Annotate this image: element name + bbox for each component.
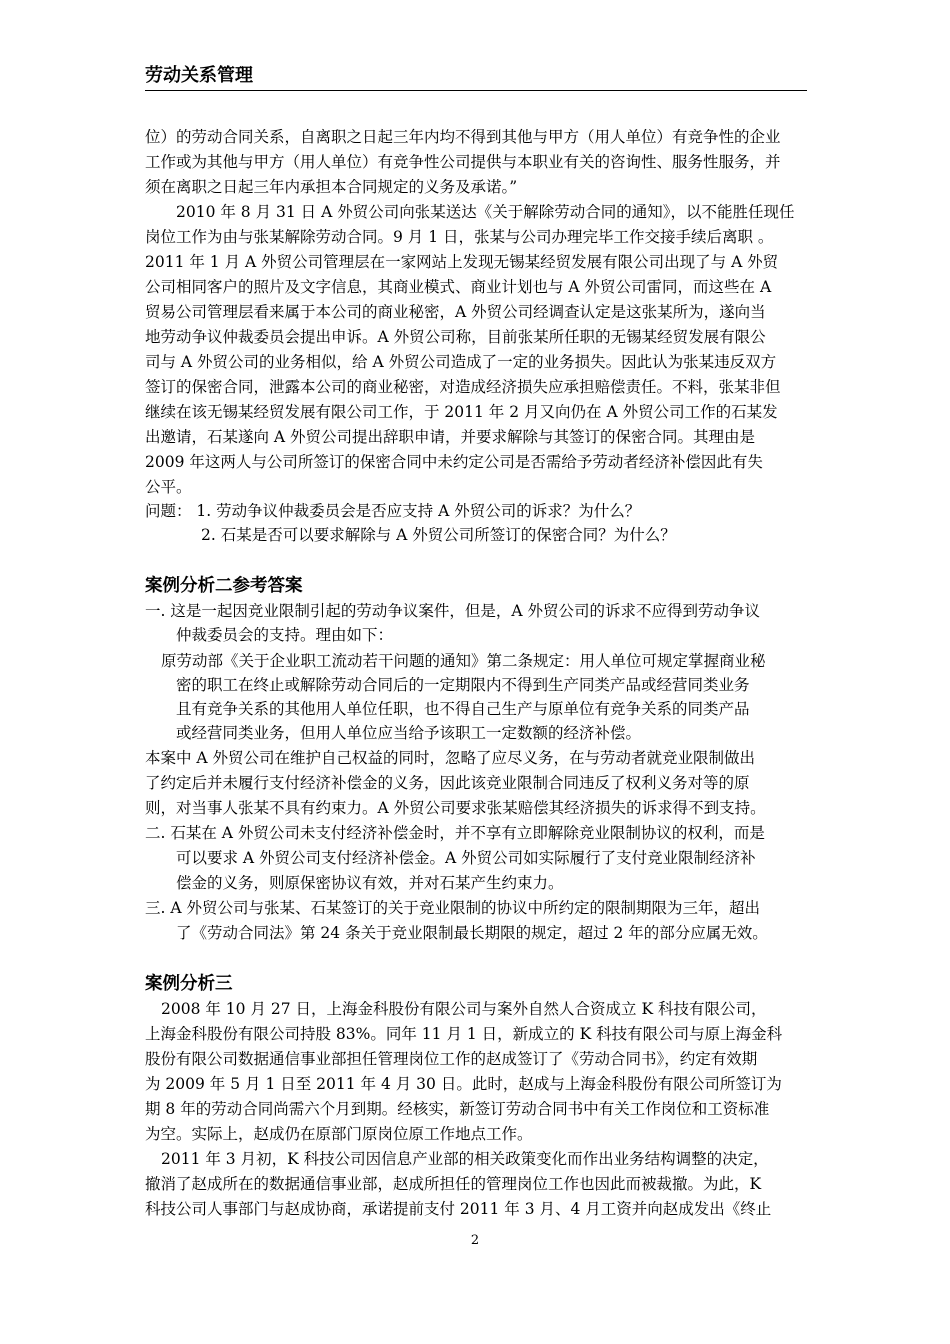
text-line: 2010 年 8 月 31 日 A 外贸公司向张某送达《关于解除劳动合同的通知》，以不能胜任现任 [176,203,795,221]
text-line: 仲裁委员会的支持。理由如下： [176,626,394,644]
text-line: 公司相同客户的照片及文字信息，其商业模式、商业计划也与 A 外贸公司雷同，而这些在 A [145,278,772,296]
text-line: 且有竞争关系的其他用人单位任职，也不得自己生产与原单位有竞争关系的同类产品 [176,700,750,718]
text-line: 本案中 A 外贸公司在维护自己权益的同时，忽略了应尽义务，在与劳动者就竞业限制做出 [145,749,756,767]
text-line: 2011 年 1 月 A 外贸公司管理层在一家网站上发现无锡某经贸发展有限公司出现了与 A 外贸 [145,253,779,271]
page-header [145,64,807,91]
text-line: 出邀请，石某遂向 A 外贸公司提出辞职申请，并要求解除与其签订的保密合同。其理由是 [145,428,756,446]
text-line: 2008 年 10 月 27 日，上海金科股份有限公司与案外自然人合资成立 K 科技有限公司， [161,1000,767,1018]
text-line: 科技公司人事部门与赵成协商，承诺提前支付 2011 年 3 月、4 月工资并向赵成发出《终止 [145,1200,772,1218]
text-line: 2011 年 3 月初，K 科技公司因信息产业部的相关政策变化而作出业务结构调整的决定， [161,1150,769,1168]
text-line: 或经营同类业务，但用人单位应当给予该职工一定数额的经济补偿。 [176,724,642,742]
text-line: 地劳动争议仲裁委员会提出申诉。A 外贸公司称，目前张某所任职的无锡某经贸发展有限公 [145,328,766,346]
text-line: 了约定后并未履行支付经济补偿金的义务，因此该竞业限制合同违反了权利义务对等的原 [145,774,750,792]
header-title: 劳动关系管理 [145,65,253,86]
text-line: 三. A 外贸公司与张某、石某签订的关于竞业限制的协议中所约定的限制期限为三年，超出 [145,899,760,917]
text-line: 一. 这是一起因竞业限制引起的劳动争议案件，但是，A 外贸公司的诉求不应得到劳动争议 [145,602,760,620]
text-line: 期 8 年的劳动合同尚需六个月到期。经核实，新签订劳动合同书中有关工作岗位和工资标准 [145,1100,770,1118]
text-line: 须在离职之日起三年内承担本合同规定的义务及承诺。” [145,178,518,196]
text-line: 贸易公司管理层看来属于本公司的商业秘密，A 外贸公司经调查认定是这张某所为，遂向当 [145,303,766,321]
question-1: 问题： 1. 劳动争议仲裁委员会是否应支持 A 外贸公司的诉求？为什么？ [145,502,641,520]
text-line: 2009 年这两人与公司所签订的保密合同中未约定公司是否需给予劳动者经济补偿因此有失 [145,453,763,471]
question-2: 2. 石某是否可以要求解除与 A 外贸公司所签订的保密合同？为什么？ [201,526,676,544]
text-line: 密的职工在终止或解除劳动合同后的一定期限内不得到生产同类产品或经营同类业务 [176,676,750,694]
text-line: 继续在该无锡某经贸发展有限公司工作，于 2011 年 2 月又向仍在 A 外贸公司工作的石某发 [145,403,778,421]
text-line: 偿金的义务，则原保密协议有效，并对石某产生约束力。 [176,874,564,892]
text-line: 为空。实际上，赵成仍在原部门原岗位原工作地点工作。 [145,1125,533,1143]
text-line: 原劳动部《关于企业职工流动若干问题的通知》第二条规定：用人单位可规定掌握商业秘 [161,652,766,670]
text-line: 股份有限公司数据通信事业部担任管理岗位工作的赵成签订了《劳动合同书》，约定有效期 [145,1050,758,1068]
text-line: 了《劳动合同法》第 24 条关于竞业限制最长期限的规定，超过 2 年的部分应属无效。 [176,924,768,942]
text-line: 可以要求 A 外贸公司支付经济补偿金。A 外贸公司如实际履行了支付竞业限制经济补 [176,849,756,867]
text-line: 岗位工作为由与张某解除劳动合同。9 月 1 日，张某与公司办理完毕工作交接手续后离职 。 [145,228,774,246]
section-heading: 案例分析三 [145,974,233,994]
text-line: 则，对当事人张某不具有约束力。A 外贸公司要求张某赔偿其经济损失的诉求得不到支持。 [145,799,766,817]
text-line: 二. 石某在 A 外贸公司未支付经济补偿金时，并不享有立即解除竞业限制协议的权利，而是 [145,824,765,842]
text-line: 为 2009 年 5 月 1 日至 2011 年 4 月 30 日。此时，赵成与上海金科股份有限公司所签订为 [145,1075,782,1093]
text-line: 签订的保密合同，泄露本公司的商业秘密，对造成经济损失应承担赔偿责任。不料，张某非但 [145,378,781,396]
section-heading: 案例分析二参考答案 [145,576,303,596]
text-line: 工作或为其他与甲方（用人单位）有竞争性公司提供与本职业有关的咨询性、服务性服务，并 [145,153,781,171]
text-line: 司与 A 外贸公司的业务相似，给 A 外贸公司造成了一定的业务损失。因此认为张某违反双方 [145,353,777,371]
page-number: 2 [470,1233,480,1248]
text-line: 撤消了赵成所在的数据通信事业部，赵成所担任的管理岗位工作也因此而被裁撤。为此，K [145,1175,762,1193]
text-line: 上海金科股份有限公司持股 83%。同年 11 月 1 日，新成立的 K 科技有限公司与原上海金科 [145,1025,783,1043]
text-line: 位）的劳动合同关系，自离职之日起三年内均不得到其他与甲方（用人单位）有竞争性的企业 [145,128,781,146]
text-line: 公平。 [145,478,192,496]
